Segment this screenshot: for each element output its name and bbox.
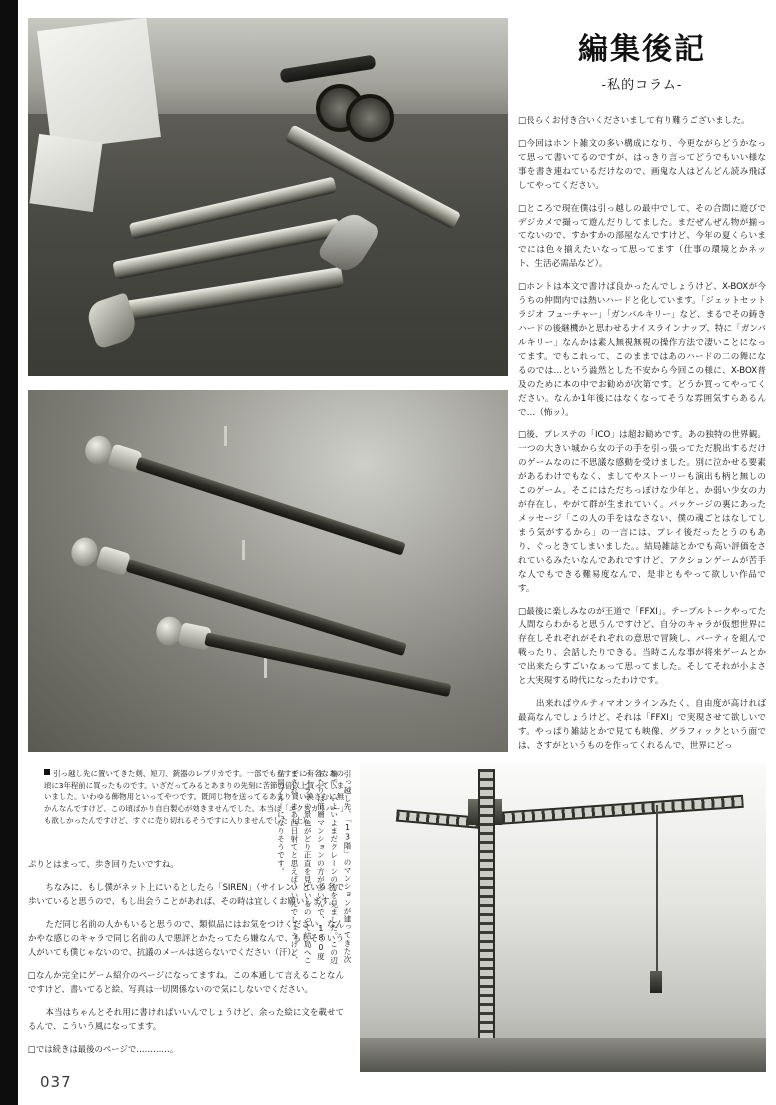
afterword-paragraph: □長らくお付き合いくださいまして有り難うございました。 bbox=[518, 116, 750, 126]
photo2-sword-middle-hilt bbox=[96, 545, 131, 576]
afterword-paragraph: □では続きは最後のページで…………。 bbox=[28, 1043, 179, 1054]
photo-construction-crane bbox=[360, 763, 766, 1072]
afterword-paragraph: □今回はホント雑文の多い構成になり、今更ながらどうかなって思って書いてるのですが、はっきり言ってどうでもいい様な事を書き連ねているだけなので、画鬼な人はどんどん読み飛ばしてやってください。 bbox=[518, 138, 766, 191]
afterword-paragraph: □最後に楽しみなのが王道で「FFXI」。テーブルトークやってた人間ならわかると思うんですけど、自分のキャラが仮想世界に存在しそれぞれがそれぞれの意思で冒険し、パーティを組んで戦ったり、会話したりできる。当時こんな事が将来ゲームとかで出来たらすごいなぁって思ってました。そしてそれが小よさと大実現する時代になったわけです。 bbox=[518, 606, 766, 687]
photo2-sword-bottom bbox=[158, 622, 451, 684]
photo2-sword-top-blade bbox=[135, 457, 405, 556]
photo1-cannon-wheel-right bbox=[346, 94, 394, 142]
page-title: 編集後記 bbox=[578, 32, 706, 67]
photo2-wall-hook-middle bbox=[242, 540, 245, 560]
photo2-sword-top bbox=[88, 440, 411, 545]
photo3-crane-mast bbox=[478, 769, 495, 1069]
magazine-page bbox=[18, 0, 776, 1105]
afterword-body bbox=[518, 115, 766, 754]
right-column bbox=[518, 24, 766, 763]
caption-square-marker-icon bbox=[44, 769, 50, 775]
photo2-wall-hook-top bbox=[224, 426, 227, 446]
afterword-paragraph: □後、プレステの「ICO」は超お勧めです。あの独特の世界観。一つの大きい城から女の子の手を引っ張ってただ脱出するだけのゲームなのに不思議な感動を受けました。別に泣かせる要素があるわけでもなく、ましてやストーリーも演出も柄と無しのこのゲーム。そこにはただちっぽけな少年と、か弱い少女の力が存在し、やがて群が生まれていく。パッケージの裏にあったメッセージ「この人の手をはなさない、僕の魂ごとはなしてしまう気がするから」の一言には、プレイ後だったとうのもあり、ぐっときてしまいました。。結局雑誌とかでも高い評価をされているみたいなんであれですけど、アクションゲームが苦手な人でもできる難易度なんで、是非ともやって欲しい作品です。 bbox=[518, 430, 766, 594]
photo2-sword-bottom-blade bbox=[204, 632, 451, 697]
photo-antique-firearms bbox=[28, 18, 508, 376]
photo3-crane-cable bbox=[656, 805, 658, 975]
page-number: 037 bbox=[40, 1073, 72, 1091]
afterword-paragraph: ぷりとはまって、歩き回りたいですね。 bbox=[28, 859, 179, 869]
photo1-paper-sheet bbox=[37, 18, 161, 150]
photo2-caption-text: 引っ越し先に置いてきた剣、短刀、銃器のレプリカです。一部でもうすでに有名なあの頃に3年程前に買ったものです。いざだってみるとあまりの先刻に苦節の倍以上買ってしまいました。いわゆる飾物用といってやつです。既同じ物を送ってるあまり買い換さむに無かんなんですけど、この頃ばかり自白製心が効きませんでした。本当は「エクスカリバー」も欲しかったんですけど、すぐに売り切れるそうですに入りませんでした（上）。 bbox=[44, 769, 344, 825]
photo-replica-swords bbox=[28, 390, 508, 752]
afterword-paragraph: ただ同じ名前の人かもいると思うので、類似品にはお気をつけください。なんかやな感じのキャラで同じ名前の人で悪評とかたってたら嫌なんで、もしそういう人がいても僕じゃないので、抗議のメールは送らないでください（汗）。 bbox=[28, 918, 344, 957]
page-subtitle: -私的コラム- bbox=[601, 78, 683, 93]
afterword-paragraph: 本当はちゃんとそれ用に書ければいいんでしょうけど、余った絵に文を載せてるんで、こういう風になってます。 bbox=[28, 1006, 344, 1031]
afterword-continued bbox=[28, 858, 344, 1065]
photo1-paper-sheet-secondary bbox=[29, 134, 102, 212]
photo3-building-rooftop bbox=[360, 1038, 766, 1072]
afterword-paragraph: □なんか完全にゲーム紹介のページになってますね。この本通して言えることなんですけど、書いてると絵、写真は一切関係ないので気にしないでください。 bbox=[28, 969, 344, 994]
afterword-paragraph: 出来ればウルティマオンラインみたく、自由度が高ければ最高なんでしょうけど、それは「FFXI」で実現させて欲しいです。やっぱり雑誌とかで見ても映像、グラフィックという面では、さすがというものを作ってくれるんで、世界にどっ bbox=[518, 699, 766, 751]
photo2-wall-hook-bottom bbox=[264, 658, 267, 678]
afterword-paragraph: ちなみに、もし僕がネット上にいるとしたら「SIREN」（サイレン）という名で歩いていると思うので、もし出会うことがあれば、その時は宜しくお願いします。 bbox=[28, 881, 344, 906]
photo3-vertical-caption: 引っ越し先、「13階」のマンションが建ってきた次第で、いよいよまだクレーンの方を見ました。この辺あたりは低層マンションの方が多いんで、180度パノラマの景色がどり正直を見ているのって結局へこまされ、まあ西日射てと思えばいいんでしょうけど、結局ブルーになりそうです。 bbox=[276, 770, 352, 965]
afterword-paragraph: □ホントは本文で書けば良かったんでしょうけど、X-BOXが今うちの仲間内では熱いハードと化しています。「ジェットセットラジオ フューチャー」「ガンバルキリー」など、まるでその鋳きハードの後継機かと思わせるナイスラインナップ、特に「ガンバルキリー」なんかは素人無視無視の操作方法で凄いことになってます。でもこれって、このままではあのハードの二の舞になるのでは…という澁然とした不安から今回この様に、X-BOX普及のために本の中でお勧めが次第です。どうか買ってやってください。なんか1年後にはなくなってそうな雰囲気すらあるんで…（怖ッ）。 bbox=[518, 282, 766, 418]
page-spine-bar bbox=[0, 0, 18, 1105]
photo3-crane-hook bbox=[650, 971, 662, 993]
afterword-paragraph: □ところで現在僕は引っ越しの最中でして、その合間に遊びでデジカメで撮って遊んだりしてました。まだぜんぜん物が揃ってないので、すかすかの部屋なんですけど、今年の夏くらいまでには色々揃えたいなって思ってます（仕事の環境とかネット、生活必需品など）。 bbox=[518, 203, 766, 270]
